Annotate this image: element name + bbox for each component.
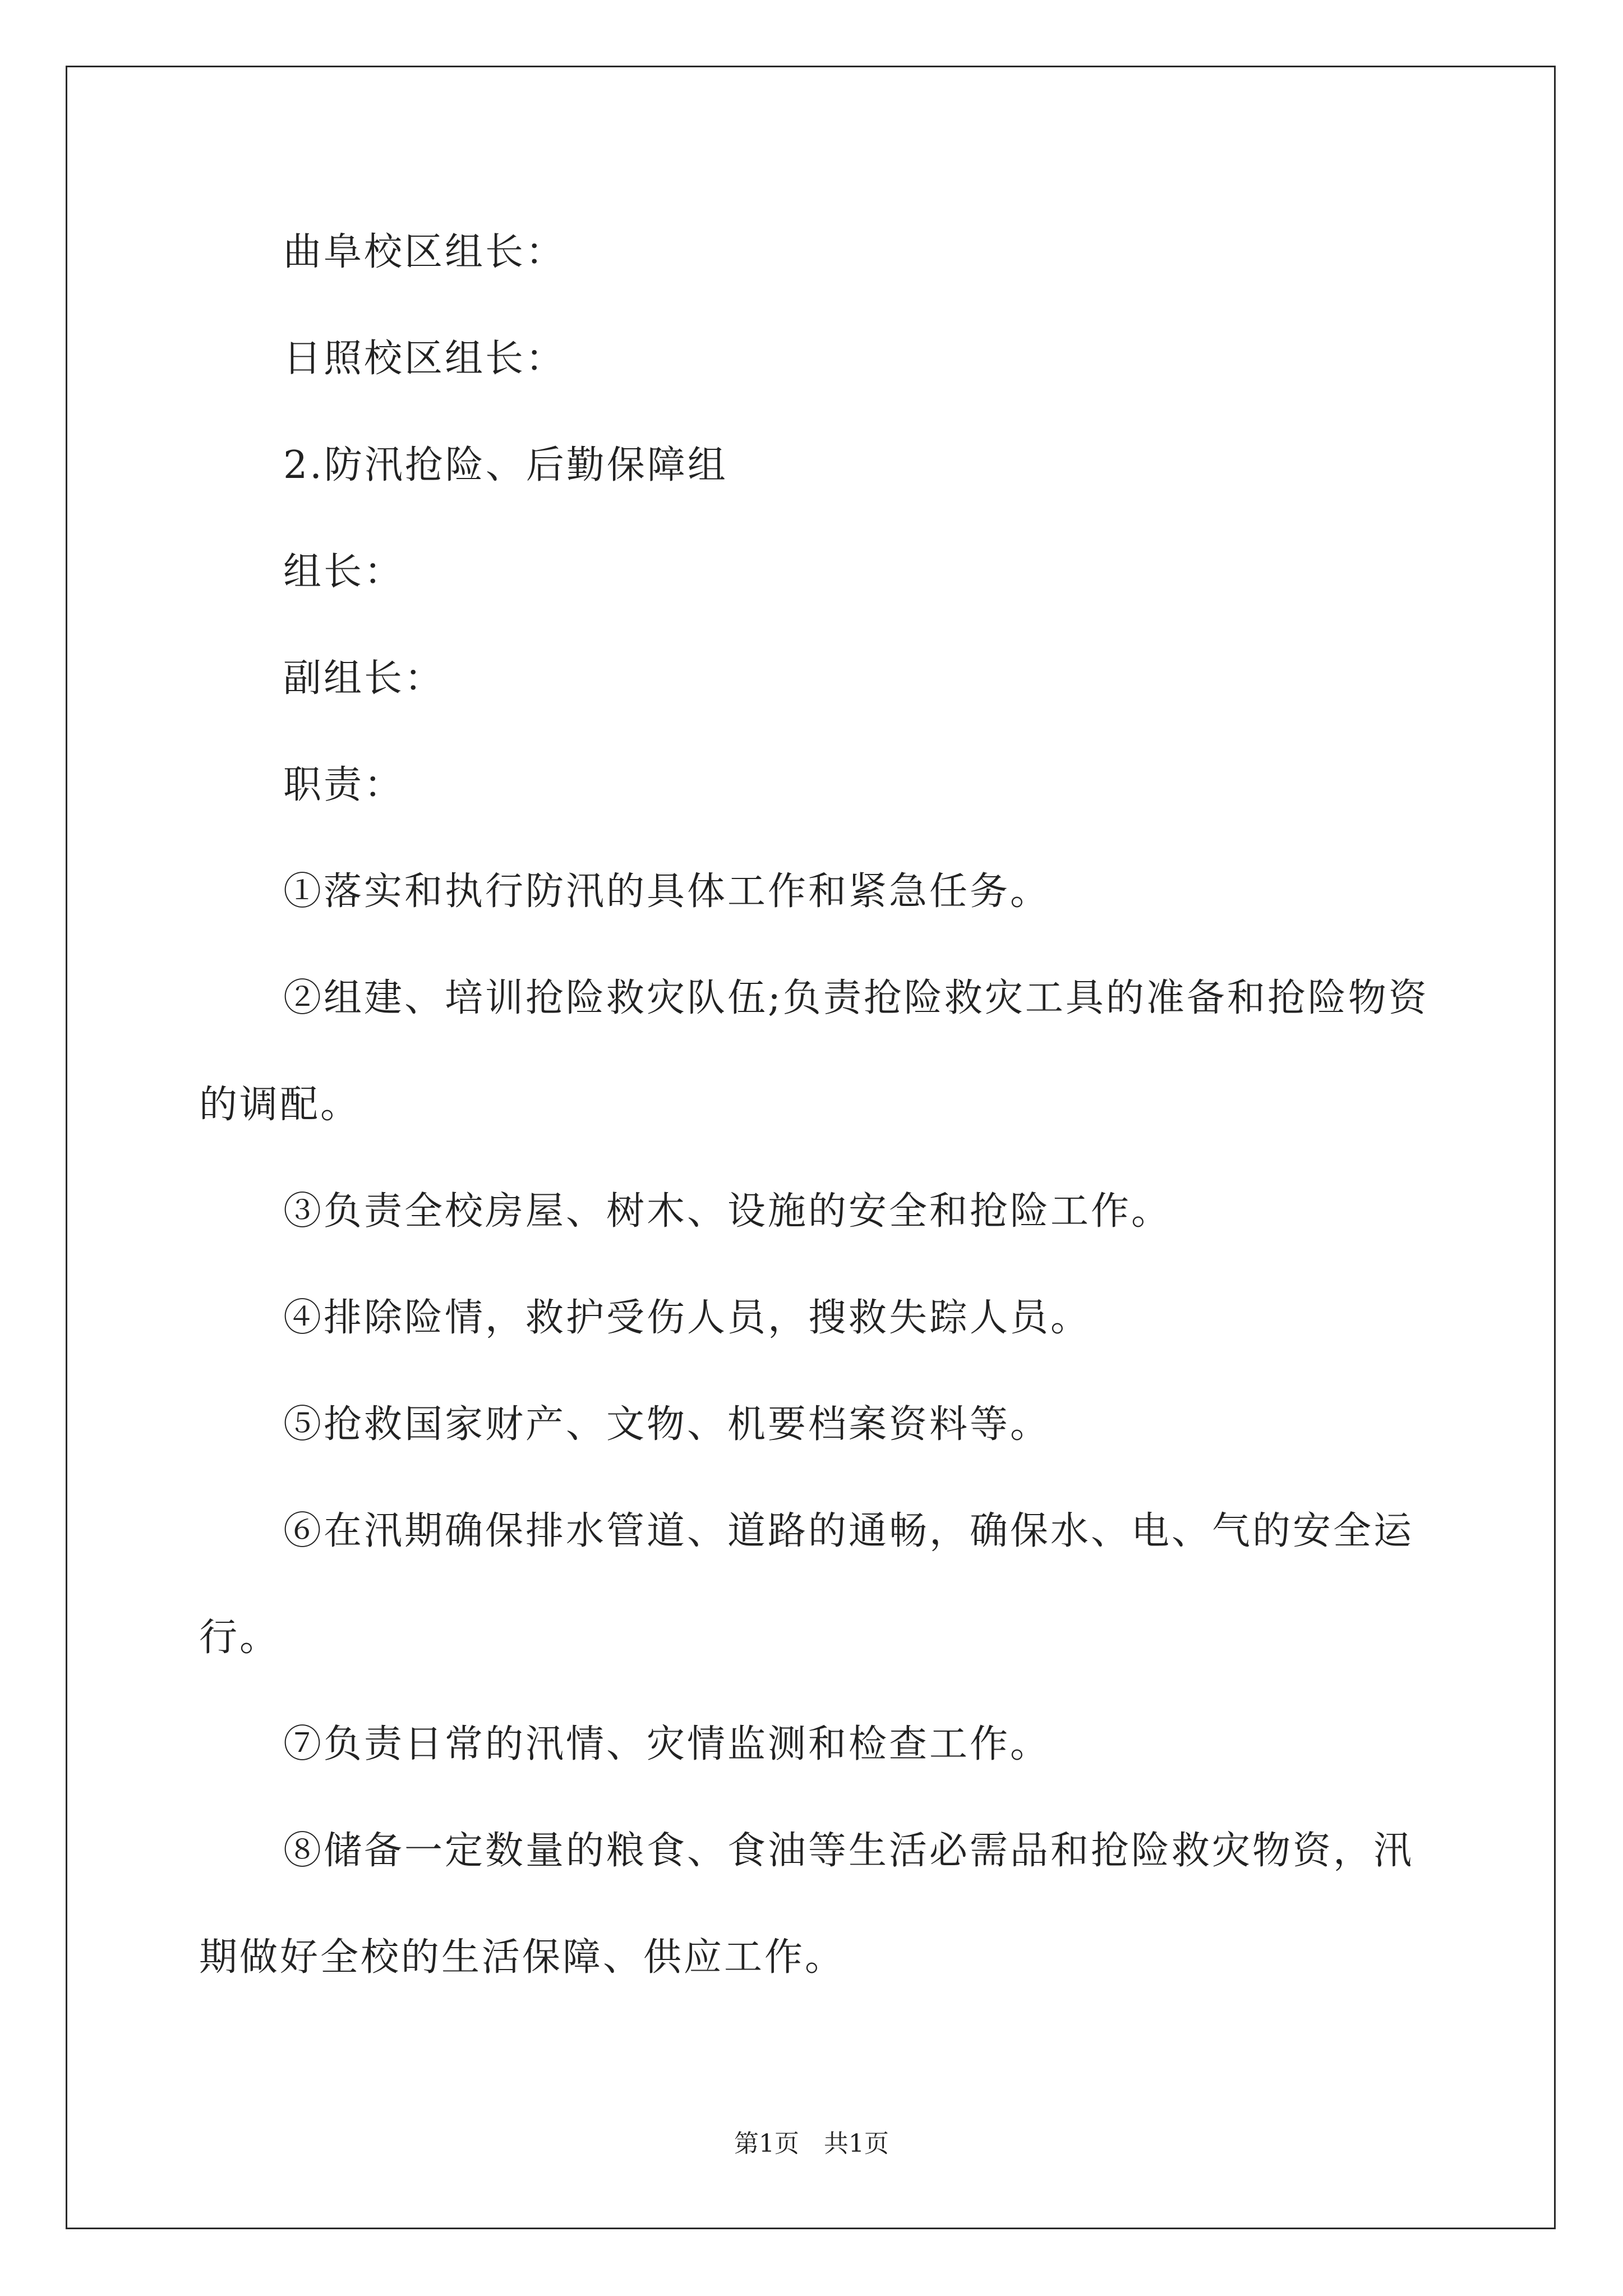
paragraph — [199, 199, 1433, 306]
paragraph-text: ⑧储备一定数量的粮食、食油等生活必需品和抢险救灾物资，汛 — [283, 1829, 1414, 1873]
list-item — [199, 1478, 1433, 1585]
paragraph-text: 日照校区组长： — [283, 337, 566, 381]
paragraph-text: 2.防汛抢险、后勤保障组 — [283, 443, 728, 487]
paragraph-text: ⑦负责日常的汛情、灾情监测和检查工作。 — [283, 1722, 1051, 1766]
paragraph-text: 职责： — [283, 763, 405, 807]
paragraph-text: ②组建、培训抢险救灾队伍;负责抢险救灾工具的准备和抢险物资 — [283, 976, 1429, 1020]
paragraph — [199, 732, 1433, 839]
paragraph-text: 行。 — [199, 1616, 280, 1660]
list-item-continuation — [199, 1904, 1433, 2011]
paragraph-text: 组长： — [283, 550, 405, 594]
list-item — [199, 1372, 1433, 1478]
list-item — [199, 945, 1433, 1052]
page-footer: 第1页 共1页 — [734, 2129, 889, 2158]
list-item — [199, 839, 1433, 945]
section-heading — [199, 412, 1433, 519]
paragraph-text: ①落实和执行防汛的具体工作和紧急任务。 — [283, 869, 1051, 914]
paragraph-text: 的调配。 — [199, 1083, 361, 1127]
paragraph — [199, 625, 1433, 732]
paragraph-text: 曲阜校区组长： — [283, 230, 566, 274]
paragraph — [199, 519, 1433, 625]
list-item-continuation — [199, 1052, 1433, 1158]
paragraph-text: 期做好全校的生活保障、供应工作。 — [199, 1935, 846, 1980]
list-item — [199, 1158, 1433, 1265]
paragraph-text: 副组长： — [283, 656, 445, 701]
paragraph-text: ④排除险情，救护受伤人员，搜救失踪人员。 — [283, 1296, 1091, 1340]
paragraph-text: ⑤抢救国家财产、文物、机要档案资料等。 — [283, 1402, 1051, 1447]
paragraph — [199, 306, 1433, 412]
list-item — [199, 1798, 1433, 1904]
paragraph-text: ③负责全校房屋、树木、设施的安全和抢险工作。 — [283, 1189, 1172, 1234]
list-item — [199, 1265, 1433, 1372]
list-item-continuation — [199, 1585, 1433, 1691]
paragraph-text: ⑥在汛期确保排水管道、道路的通畅，确保水、电、气的安全运 — [283, 1509, 1414, 1553]
list-item — [199, 1691, 1433, 1798]
